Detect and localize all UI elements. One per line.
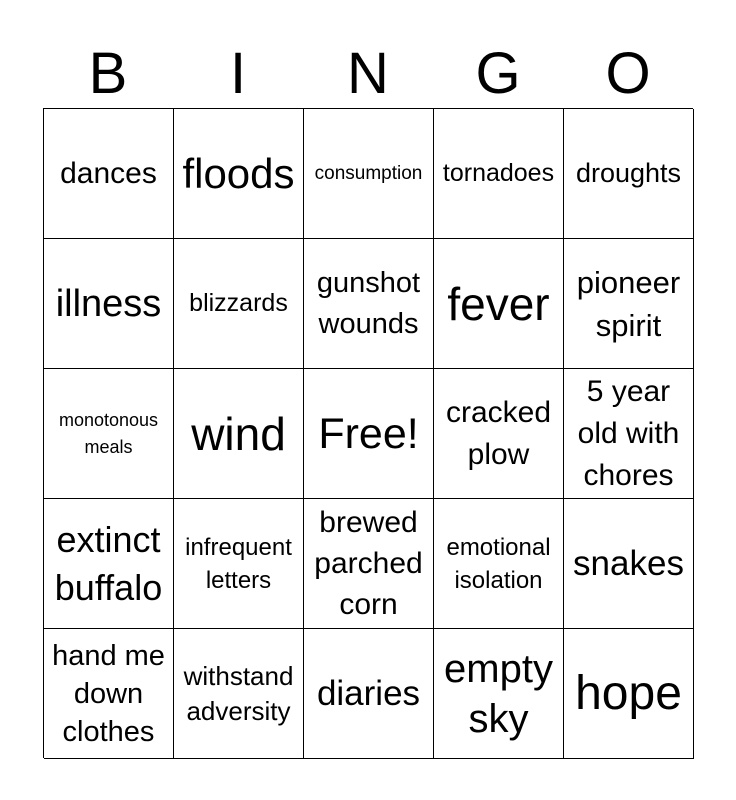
bingo-cell[interactable] — [44, 499, 174, 629]
cell-text: blizzards — [189, 289, 288, 317]
bingo-cell[interactable] — [434, 239, 564, 369]
cell-text: hand me down clothes — [52, 639, 165, 748]
bingo-cell[interactable] — [304, 499, 434, 629]
bingo-cell[interactable] — [564, 499, 694, 629]
header-letter-g: G — [475, 41, 521, 106]
cell-text: extinct buffalo — [54, 518, 163, 608]
bingo-cell[interactable] — [434, 109, 564, 239]
bingo-cell[interactable] — [304, 369, 434, 499]
cell-text: hope — [575, 666, 682, 720]
bingo-cell[interactable] — [174, 109, 304, 239]
cell-text: emotional isolation — [446, 533, 551, 594]
bingo-cell[interactable] — [44, 109, 174, 239]
cell-text: illness — [55, 282, 162, 325]
cell-text: wind — [191, 407, 286, 460]
bingo-cell[interactable] — [44, 369, 174, 499]
bingo-cell[interactable] — [174, 629, 304, 759]
cell-text: infrequent letters — [185, 533, 292, 594]
header-letter-o: O — [605, 41, 651, 106]
header-letter-i: I — [229, 41, 247, 106]
cell-text: pioneer spirit — [576, 264, 681, 343]
cell-text: empty sky — [444, 646, 553, 741]
cell-text: fever — [447, 277, 550, 330]
bingo-cell[interactable] — [434, 369, 564, 499]
bingo-cell[interactable] — [304, 239, 434, 369]
bingo-cell[interactable] — [564, 109, 694, 239]
cell-text: brewed parched corn — [314, 506, 423, 621]
bingo-cell[interactable] — [44, 629, 174, 759]
cell-text: Free! — [318, 409, 419, 458]
bingo-cell[interactable] — [44, 239, 174, 369]
bingo-cell[interactable] — [304, 629, 434, 759]
bingo-cell[interactable] — [174, 369, 304, 499]
cell-text: snakes — [573, 543, 684, 583]
cell-text: 5 year old with chores — [577, 374, 680, 492]
bingo-board — [43, 108, 693, 758]
cell-text: diaries — [316, 673, 421, 713]
cell-text: dances — [60, 156, 157, 190]
cell-text: gunshot wounds — [316, 266, 421, 340]
bingo-cell[interactable] — [304, 109, 434, 239]
cell-text: consumption — [314, 162, 423, 184]
bingo-cell[interactable] — [564, 629, 694, 759]
header-letter-b: B — [88, 41, 128, 106]
cell-text: cracked plow — [445, 395, 552, 471]
bingo-cell[interactable] — [434, 499, 564, 629]
header-letter-n: N — [347, 41, 389, 106]
bingo-header — [43, 40, 693, 108]
bingo-cell[interactable] — [564, 239, 694, 369]
bingo-cell[interactable] — [174, 499, 304, 629]
cell-text: droughts — [575, 158, 682, 188]
cell-text: monotonous meals — [58, 409, 159, 457]
cell-text: tornadoes — [442, 159, 555, 187]
cell-text: floods — [182, 149, 295, 197]
bingo-cell[interactable] — [434, 629, 564, 759]
bingo-cell[interactable] — [564, 369, 694, 499]
bingo-cell[interactable] — [174, 239, 304, 369]
cell-text: withstand adversity — [183, 660, 294, 726]
